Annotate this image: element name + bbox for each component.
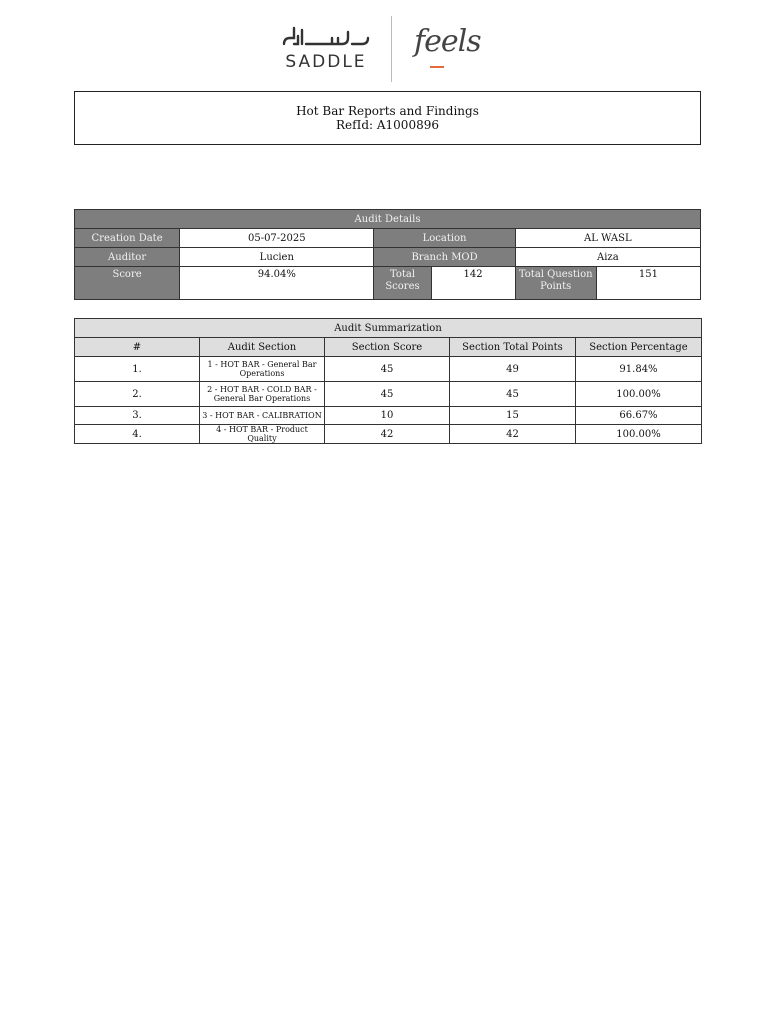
feels-logo-accent xyxy=(430,66,444,68)
audit-summary-table xyxy=(74,318,702,444)
location-label: Location xyxy=(374,229,515,248)
audit-details-header: Audit Details xyxy=(75,210,701,229)
row-section-score: 10 xyxy=(325,407,450,425)
row-number: 4. xyxy=(75,425,200,444)
row-audit-section: 2 - HOT BAR - COLD BAR - General Bar Operations xyxy=(200,382,325,407)
row-section-total-points: 45 xyxy=(450,382,576,407)
report-title: Hot Bar Reports and Findings xyxy=(296,104,479,118)
feels-logo-text: feels xyxy=(414,24,481,59)
row-audit-section: 1 - HOT BAR - General Bar Operations xyxy=(200,357,325,382)
branch-mod-value: Aiza xyxy=(515,248,700,267)
location-value: AL WASL xyxy=(515,229,700,248)
score-value: 94.04% xyxy=(180,267,374,300)
column-header-section-score: Section Score xyxy=(325,338,450,357)
table-row xyxy=(75,407,702,425)
table-row xyxy=(75,357,702,382)
auditor-label: Auditor xyxy=(75,248,180,267)
column-header-section-percentage: Section Percentage xyxy=(576,338,702,357)
row-number: 2. xyxy=(75,382,200,407)
table-row xyxy=(75,425,702,444)
logo-row xyxy=(0,14,768,84)
row-number: 3. xyxy=(75,407,200,425)
table-row xyxy=(75,382,702,407)
total-question-points-label: Total Question Points xyxy=(515,267,596,300)
saddle-logo-text: SADDLE xyxy=(285,52,367,72)
creation-date-value: 05-07-2025 xyxy=(180,229,374,248)
column-header-audit-section: Audit Section xyxy=(200,338,325,357)
row-section-total-points: 42 xyxy=(450,425,576,444)
audit-details-table xyxy=(74,209,701,300)
row-section-score: 45 xyxy=(325,382,450,407)
row-section-total-points: 15 xyxy=(450,407,576,425)
column-header-section-total-points: Section Total Points xyxy=(450,338,576,357)
total-scores-value: 142 xyxy=(431,267,515,300)
feels-logo xyxy=(414,24,484,74)
row-section-total-points: 49 xyxy=(450,357,576,382)
row-audit-section: 4 - HOT BAR - Product Quality xyxy=(200,425,325,444)
saddle-arabic-wordmark xyxy=(280,24,372,50)
row-number: 1. xyxy=(75,357,200,382)
row-section-percentage: 91.84% xyxy=(576,357,702,382)
branch-mod-label: Branch MOD xyxy=(374,248,515,267)
score-label: Score xyxy=(75,267,180,300)
audit-summary-header: Audit Summarization xyxy=(75,319,702,338)
row-section-percentage: 100.00% xyxy=(576,425,702,444)
row-section-percentage: 66.67% xyxy=(576,407,702,425)
row-section-score: 42 xyxy=(325,425,450,444)
report-refid: RefId: A1000896 xyxy=(336,118,439,132)
creation-date-label: Creation Date xyxy=(75,229,180,248)
total-scores-label: Total Scores xyxy=(374,267,431,300)
logo-divider xyxy=(391,16,392,82)
row-section-percentage: 100.00% xyxy=(576,382,702,407)
row-audit-section: 3 - HOT BAR - CALIBRATION xyxy=(200,407,325,425)
row-section-score: 45 xyxy=(325,357,450,382)
total-question-points-value: 151 xyxy=(596,267,700,300)
auditor-value: Lucien xyxy=(180,248,374,267)
report-title-box xyxy=(74,91,701,145)
saddle-logo xyxy=(280,24,372,72)
column-header-number: # xyxy=(75,338,200,357)
